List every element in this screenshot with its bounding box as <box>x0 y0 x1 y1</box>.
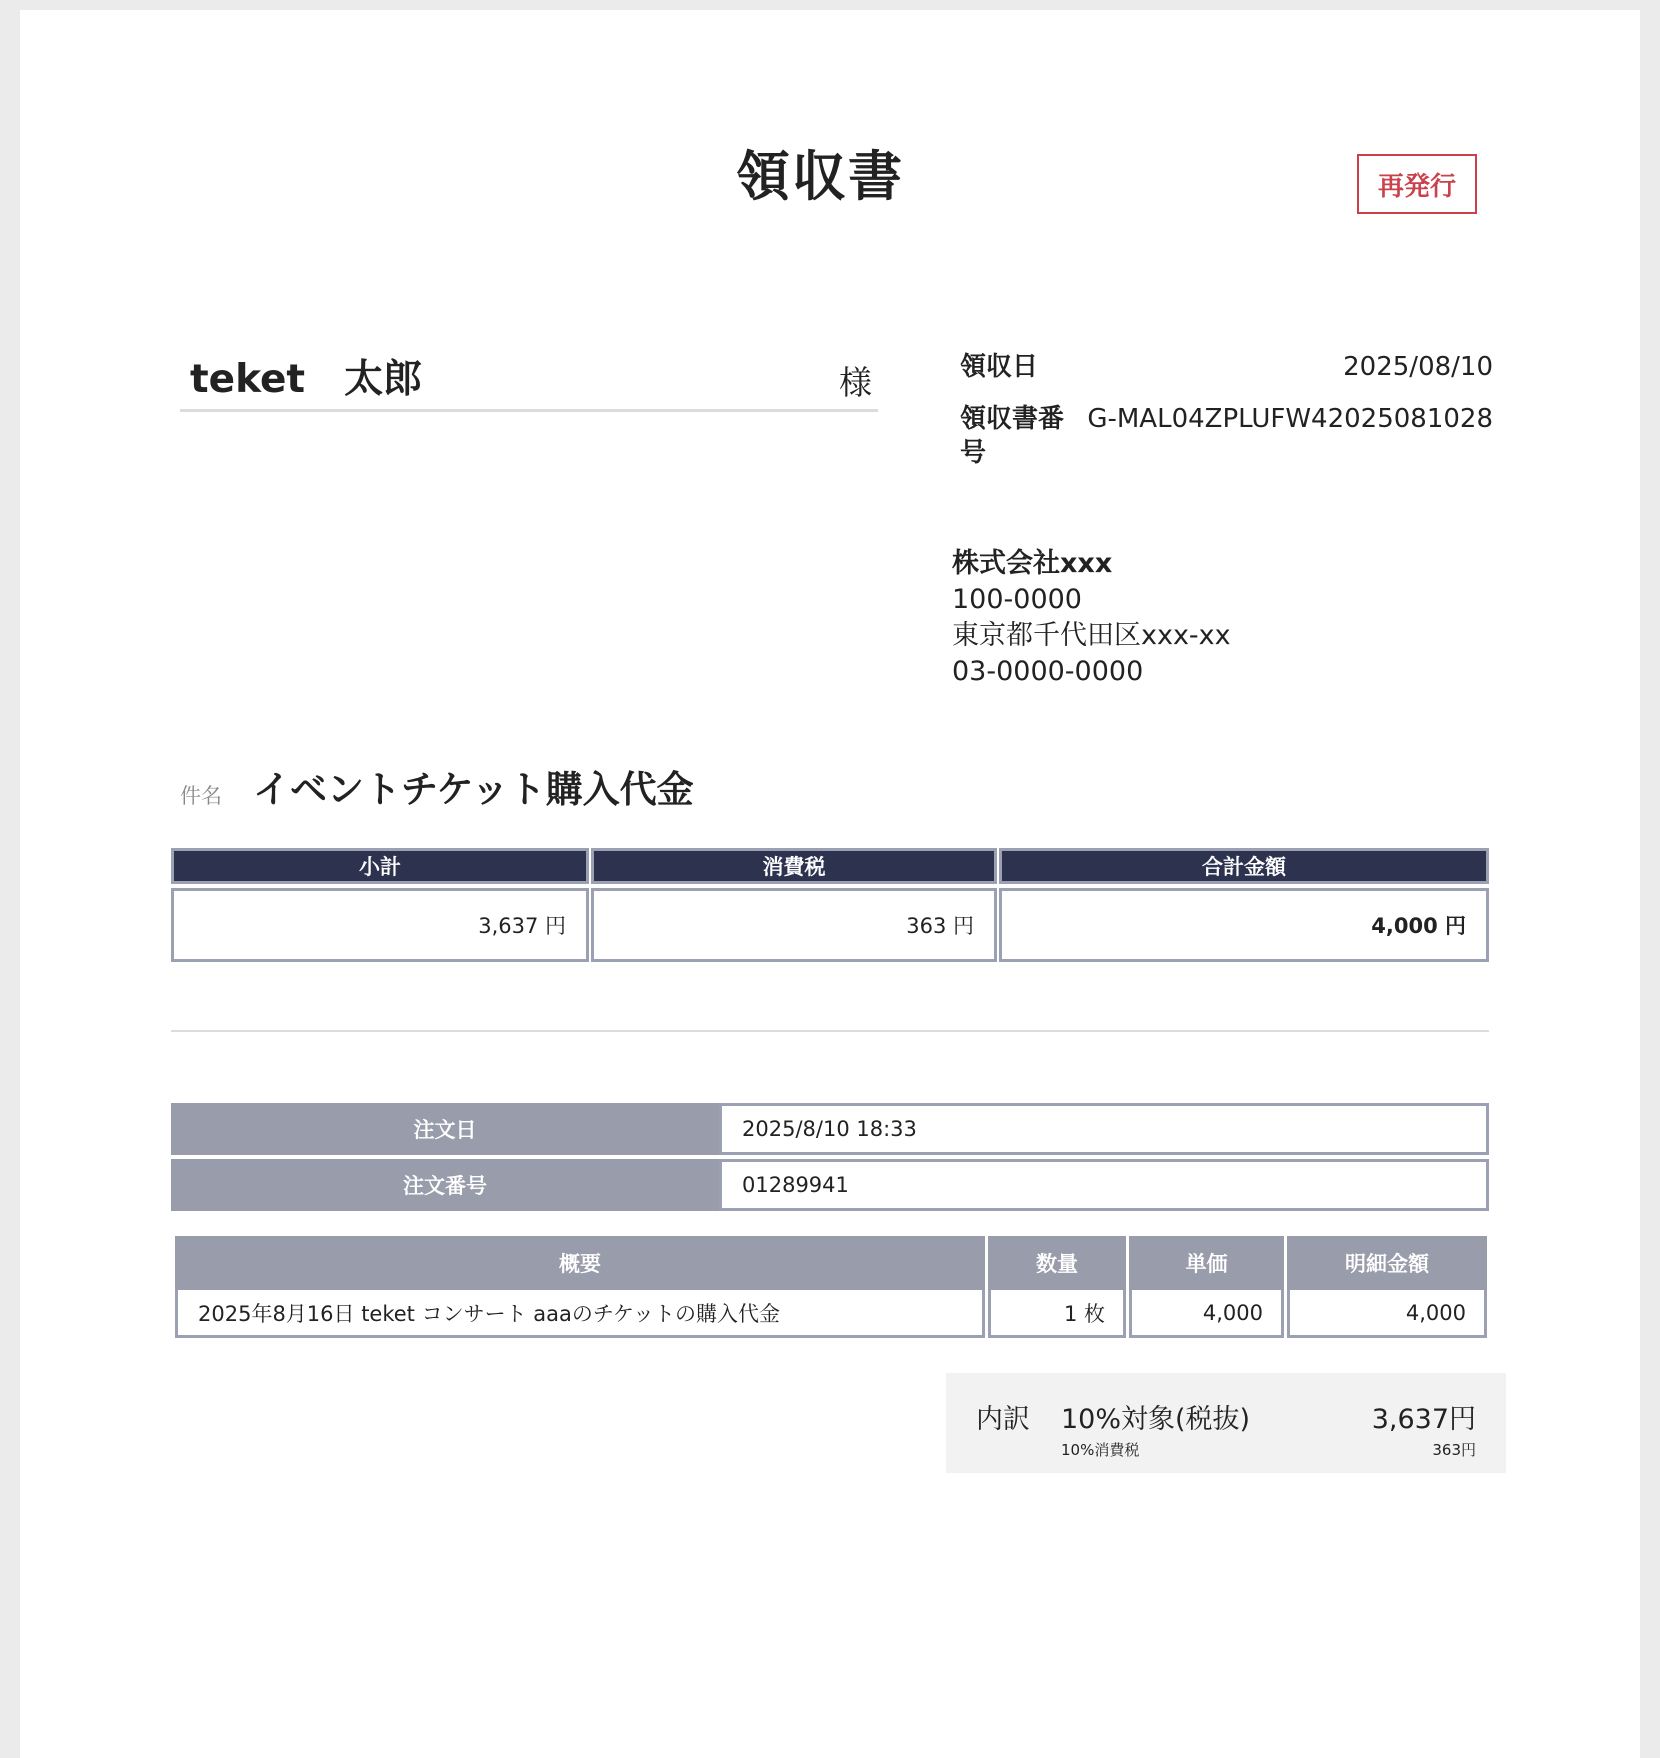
issuer-postal-code: 100-0000 <box>952 584 1082 615</box>
breakdown-amount: 3,637円 <box>1371 1404 1476 1435</box>
subject-label: 件名 <box>180 784 222 808</box>
summary-subtotal-value: 3,637 円 <box>171 888 589 962</box>
recipient-honorific: 様 <box>839 363 872 402</box>
summary-header-subtotal: 小計 <box>171 848 589 884</box>
summary-header-total: 合計金額 <box>999 848 1489 884</box>
summary-tax-value: 363 円 <box>591 888 997 962</box>
issuer-address: 東京都千代田区xxx-xx <box>952 620 1231 651</box>
issuer-block <box>952 546 1231 690</box>
order-number-value: 01289941 <box>719 1159 1489 1211</box>
recipient-block <box>180 342 878 412</box>
summary-header-tax: 消費税 <box>591 848 997 884</box>
details-row-quantity: 1 枚 <box>988 1290 1126 1338</box>
tax-breakdown <box>946 1373 1506 1473</box>
details-row-description: 2025年8月16日 teket コンサート aaaのチケットの購入代金 <box>175 1290 985 1338</box>
order-date-value: 2025/8/10 18:33 <box>719 1103 1489 1155</box>
breakdown-type: 10%対象(税抜) <box>1061 1404 1251 1435</box>
receipt-number-label: 領収書番号 <box>960 404 1065 468</box>
order-date-label: 注文日 <box>171 1103 719 1155</box>
issuer-phone: 03-0000-0000 <box>952 656 1144 687</box>
document-title: 領収書 <box>736 145 904 208</box>
recipient-name: teket 太郎 <box>190 357 423 402</box>
receipt-date-label: 領収日 <box>960 352 1039 382</box>
breakdown-tax-amount: 363円 <box>1432 1441 1476 1459</box>
details-header-description: 概要 <box>175 1236 985 1290</box>
order-number-label: 注文番号 <box>171 1159 719 1211</box>
section-divider <box>171 1030 1489 1032</box>
receipt-page <box>20 10 1640 1758</box>
summary-total-value: 4,000 円 <box>999 888 1489 962</box>
details-row-amount: 4,000 <box>1287 1290 1487 1338</box>
subject-value: イベントチケット購入代金 <box>253 768 694 811</box>
receipt-number-value: G-MAL04ZPLUFW42025081028 <box>1087 404 1493 434</box>
receipt-date-value: 2025/08/10 <box>1343 352 1493 382</box>
details-header-quantity: 数量 <box>988 1236 1126 1290</box>
breakdown-label: 内訳 <box>976 1404 1030 1435</box>
details-header-unit-price: 単価 <box>1129 1236 1284 1290</box>
reissue-stamp: 再発行 <box>1357 154 1477 214</box>
issuer-company: 株式会社xxx <box>952 548 1113 579</box>
breakdown-tax-label: 10%消費税 <box>1061 1441 1140 1459</box>
details-row-unit-price: 4,000 <box>1129 1290 1284 1338</box>
details-header-amount: 明細金額 <box>1287 1236 1487 1290</box>
